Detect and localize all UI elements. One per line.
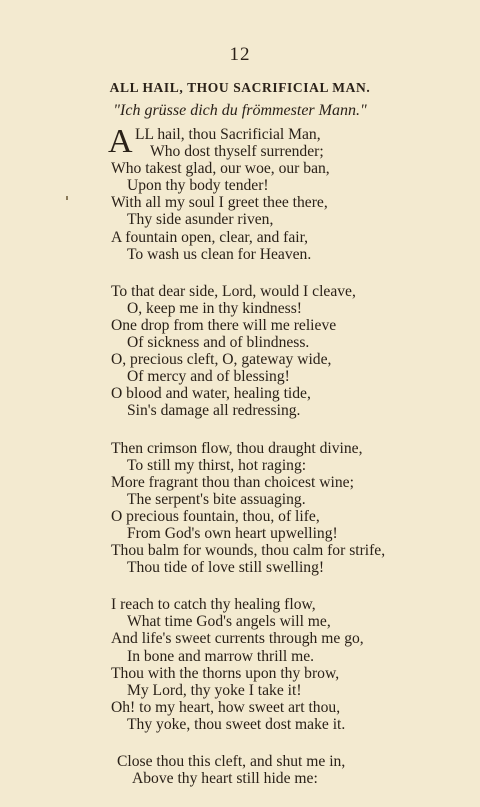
hymn-title: ALL HAIL, THOU SACRIFICIAL MAN. (109, 80, 371, 95)
poem-line: Above thy heart still hide me: (132, 770, 318, 788)
poem-line: Close thou this cleft, and shut me in, (117, 753, 346, 770)
stanza-5 (0, 753, 480, 787)
poem-line: O, precious cleft, O, gateway wide, (111, 351, 332, 369)
poem-line: Who takest glad, our woe, our ban, (111, 160, 330, 178)
poem-line: From God's own heart upwelling! (127, 524, 338, 542)
poem-line: One drop from there will me relieve (111, 316, 337, 334)
stanza-3 (0, 440, 480, 577)
poem-line: I reach to catch thy healing flow, (111, 596, 316, 614)
poem-line-text: LL hail, thou Sacrificial Man, (135, 126, 321, 143)
poem-line: What time God's angels will me, (127, 613, 331, 631)
poem-line: To still my thirst, hot raging: (127, 456, 307, 474)
poem-line: More fragrant thou than choicest wine; (111, 473, 354, 491)
poem-line: Thy side asunder riven, (127, 211, 274, 229)
poem-line: Thy yoke, thou sweet dost make it. (127, 715, 346, 733)
poem-line: Thou tide of love still swelling! (127, 559, 325, 577)
poem-line: O blood and water, healing tide, (111, 385, 311, 403)
poem-line: With all my soul I greet thee there, (111, 194, 328, 212)
poem-line: Thou with the thorns upon thy brow, (111, 664, 340, 682)
poem-line: O precious fountain, thou, of life, (111, 507, 320, 525)
poem-line: The serpent's bite assuaging. (127, 490, 306, 508)
poem-line: Who dost thyself surrender; (150, 143, 324, 161)
poem-line: Thou balm for wounds, thou calm for strife, (111, 542, 386, 560)
poem (0, 123, 480, 807)
poem-line: In bone and marrow thrill me. (127, 647, 315, 665)
poem-line: Of mercy and of blessing! (127, 368, 290, 386)
poem-line: Upon thy body tender! (127, 177, 269, 195)
page-number: 12 (229, 44, 251, 65)
poem-line: My Lord, thy yoke I take it! (127, 681, 302, 699)
poem-line: And life's sweet currents through me go, (111, 630, 364, 648)
drop-cap: A (108, 123, 133, 160)
poem-line: Oh! to my heart, how sweet art thou, (111, 698, 341, 716)
poem-line: Then crimson flow, thou draught divine, (111, 439, 363, 457)
poem-line: Sin's damage all redressing. (127, 402, 301, 420)
poem-line: O, keep me in thy kindness! (127, 299, 302, 317)
poem-line: To wash us clean for Heaven. (127, 245, 312, 263)
stanza-2 (0, 283, 480, 420)
stanza-4 (0, 596, 480, 733)
stanza-1 (0, 123, 480, 263)
poem-line: A fountain open, clear, and fair, (111, 228, 309, 246)
poem-line: To that dear side, Lord, would I cleave, (111, 282, 356, 300)
hymn-subtitle: "Ich grüsse dich du frömmester Mann." (113, 102, 367, 119)
poem-line: Of sickness and of blindness. (127, 334, 310, 352)
